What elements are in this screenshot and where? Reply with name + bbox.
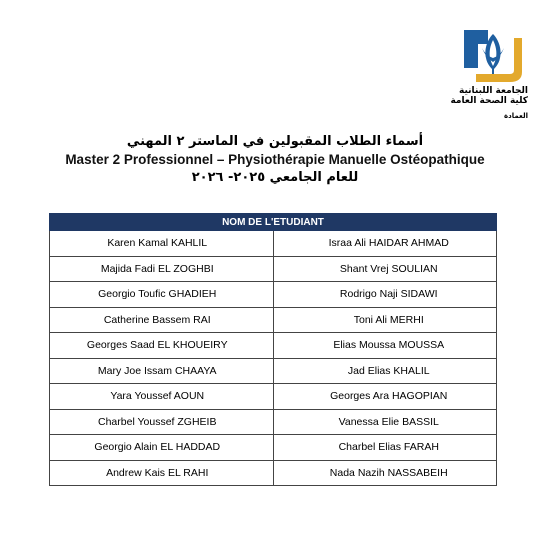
- student-name-cell: Nada Nazih NASSABEIH: [273, 460, 497, 486]
- student-name-cell: Yara Youssef AOUN: [50, 384, 274, 410]
- faculty-name: كلية الصحة العامة: [450, 96, 528, 106]
- student-name-cell: Georgio Toufic GHADIEH: [50, 282, 274, 308]
- office-name: العمادة: [503, 112, 528, 120]
- student-name-cell: Shant Vrej SOULIAN: [273, 256, 497, 282]
- student-name-cell: Mary Joe Issam CHAAYA: [50, 358, 274, 384]
- title-academic-year: للعام الجامعي ٢٠٢٥- ٢٠٢٦: [191, 170, 359, 185]
- student-name-cell: Elias Moussa MOUSSA: [273, 333, 497, 359]
- student-name-cell: Toni Ali MERHI: [273, 307, 497, 333]
- student-name-cell: Georges Ara HAGOPIAN: [273, 384, 497, 410]
- table-row: [50, 282, 497, 308]
- table-header-row: [50, 214, 497, 231]
- table-row: [50, 231, 497, 257]
- student-name-cell: Vanessa Elie BASSIL: [273, 409, 497, 435]
- university-name: الجامعة اللبنانية: [459, 86, 528, 96]
- student-name-cell: Karen Kamal KAHLIL: [50, 231, 274, 257]
- student-name-cell: Majida Fadi EL ZOGHBI: [50, 256, 274, 282]
- title-arabic: أسماء الطلاب المقبولين في الماستر ٢ المهني: [126, 134, 424, 149]
- university-logo: [462, 28, 524, 86]
- student-name-cell: Georgio Alain EL HADDAD: [50, 435, 274, 461]
- student-name-cell: Georges Saad EL KHOUEIRY: [50, 333, 274, 359]
- table-row: [50, 435, 497, 461]
- table-row: [50, 307, 497, 333]
- student-name-cell: Rodrigo Naji SIDAWI: [273, 282, 497, 308]
- university-header: [450, 86, 528, 121]
- table-row: [50, 358, 497, 384]
- student-name-cell: Israa Ali HAIDAR AHMAD: [273, 231, 497, 257]
- table-header: NOM DE L'ETUDIANT: [50, 214, 497, 231]
- table-row: [50, 409, 497, 435]
- student-name-cell: Catherine Bassem RAI: [50, 307, 274, 333]
- table-row: [50, 256, 497, 282]
- student-name-cell: Charbel Elias FARAH: [273, 435, 497, 461]
- table-row: [50, 333, 497, 359]
- students-table-body: [50, 231, 497, 486]
- cedar-logo-icon: [462, 28, 524, 86]
- students-table: [49, 213, 497, 486]
- table-row: [50, 384, 497, 410]
- title-french: Master 2 Professionnel – Physiothérapie Manuelle Ostéopathique: [65, 152, 485, 167]
- table-row: [50, 460, 497, 486]
- student-name-cell: Jad Elias KHALIL: [273, 358, 497, 384]
- student-name-cell: Andrew Kais EL RAHI: [50, 460, 274, 486]
- document-titles: [0, 133, 550, 187]
- student-name-cell: Charbel Youssef ZGHEIB: [50, 409, 274, 435]
